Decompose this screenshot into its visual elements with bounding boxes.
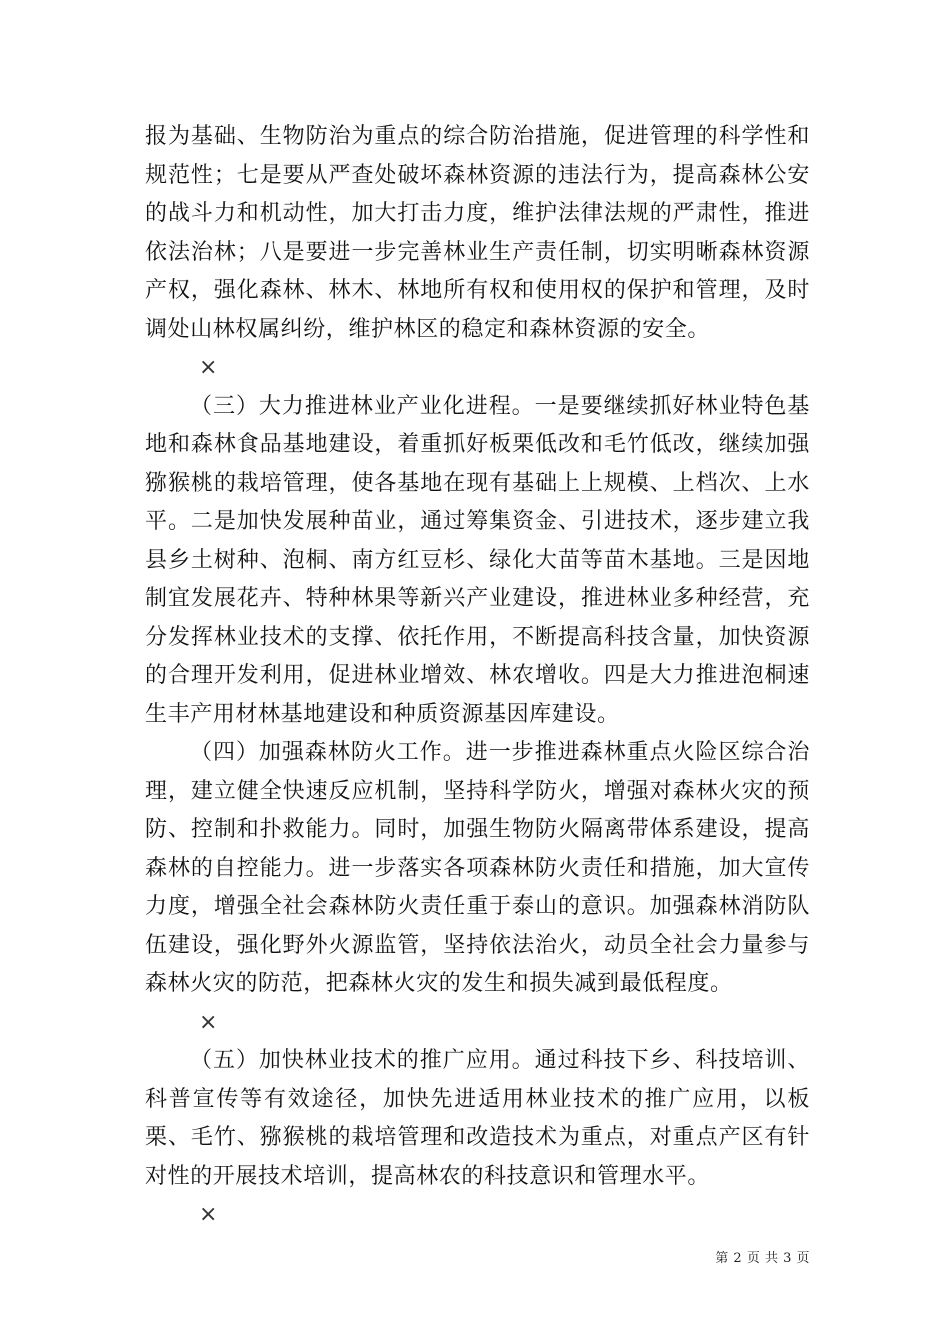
paragraph-section-5: （五）加快林业技术的推广应用。通过科技下乡、科技培训、科普宣传等有效途径，加快先进适用林业技术的推广应用，以板栗、毛竹、猕猴桃的栽培管理和改造技术为重点，对重点产区有针对性的开展技术培训，提高林农的科技意识和管理水平。 — [145, 1048, 810, 1189]
page-number: 第 2 页 共 3 页 — [715, 1251, 810, 1266]
document-body — [145, 118, 810, 1235]
close-mark-icon: × — [199, 1202, 218, 1227]
close-mark-icon: × — [199, 355, 218, 380]
paragraph-section-4: （四）加强森林防火工作。进一步推进森林重点火险区综合治理，建立健全快速反应机制，坚持科学防火，增强对森林火灾的预防、控制和扑救能力。同时，加强生物防火隔离带体系建设，提高森林的自控能力。进一步落实各项森林防火责任和措施，加大宣传力度，增强全社会森林防火责任重于泰山的意识。加强森林消防队伍建设，强化野外火源监管，坚持依法治火，动员全社会力量参与森林火灾的防范，把森林火灾的发生和损失减到最低程度。 — [145, 740, 810, 996]
paragraph-section-3: （三）大力推进林业产业化进程。一是要继续抓好林业特色基地和森林食品基地建设，着重抓好板栗低改和毛竹低改，继续加强猕猴桃的栽培管理，使各基地在现有基础上上规模、上档次、上水平。二是加快发展种苗业，通过筹集资金、引进技术，逐步建立我县乡土树种、泡桐、南方红豆杉、绿化大苗等苗木基地。三是因地制宜发展花卉、特种林果等新兴产业建设，推进林业多种经营，充分发挥林业技术的支撑、依托作用，不断提高科技含量，加快资源的合理开发利用，促进林业增效、林农增收。四是大力推进泡桐速生丰产用材林基地建设和种质资源基因库建设。 — [145, 393, 810, 727]
paragraph-continued: 报为基础、生物防治为重点的综合防治措施，促进管理的科学性和规范性；七是要从严查处破坏森林资源的违法行为，提高森林公安的战斗力和机动性，加大打击力度，维护法律法规的严肃性，推进依法治林；八是要进一步完善林业生产责任制，切实明晰森林资源产权，强化森林、林木、林地所有权和使用权的保护和管理，及时调处山林权属纠纷，维护林区的稳定和森林资源的安全。 — [145, 124, 810, 342]
close-mark-icon: × — [199, 1009, 218, 1035]
